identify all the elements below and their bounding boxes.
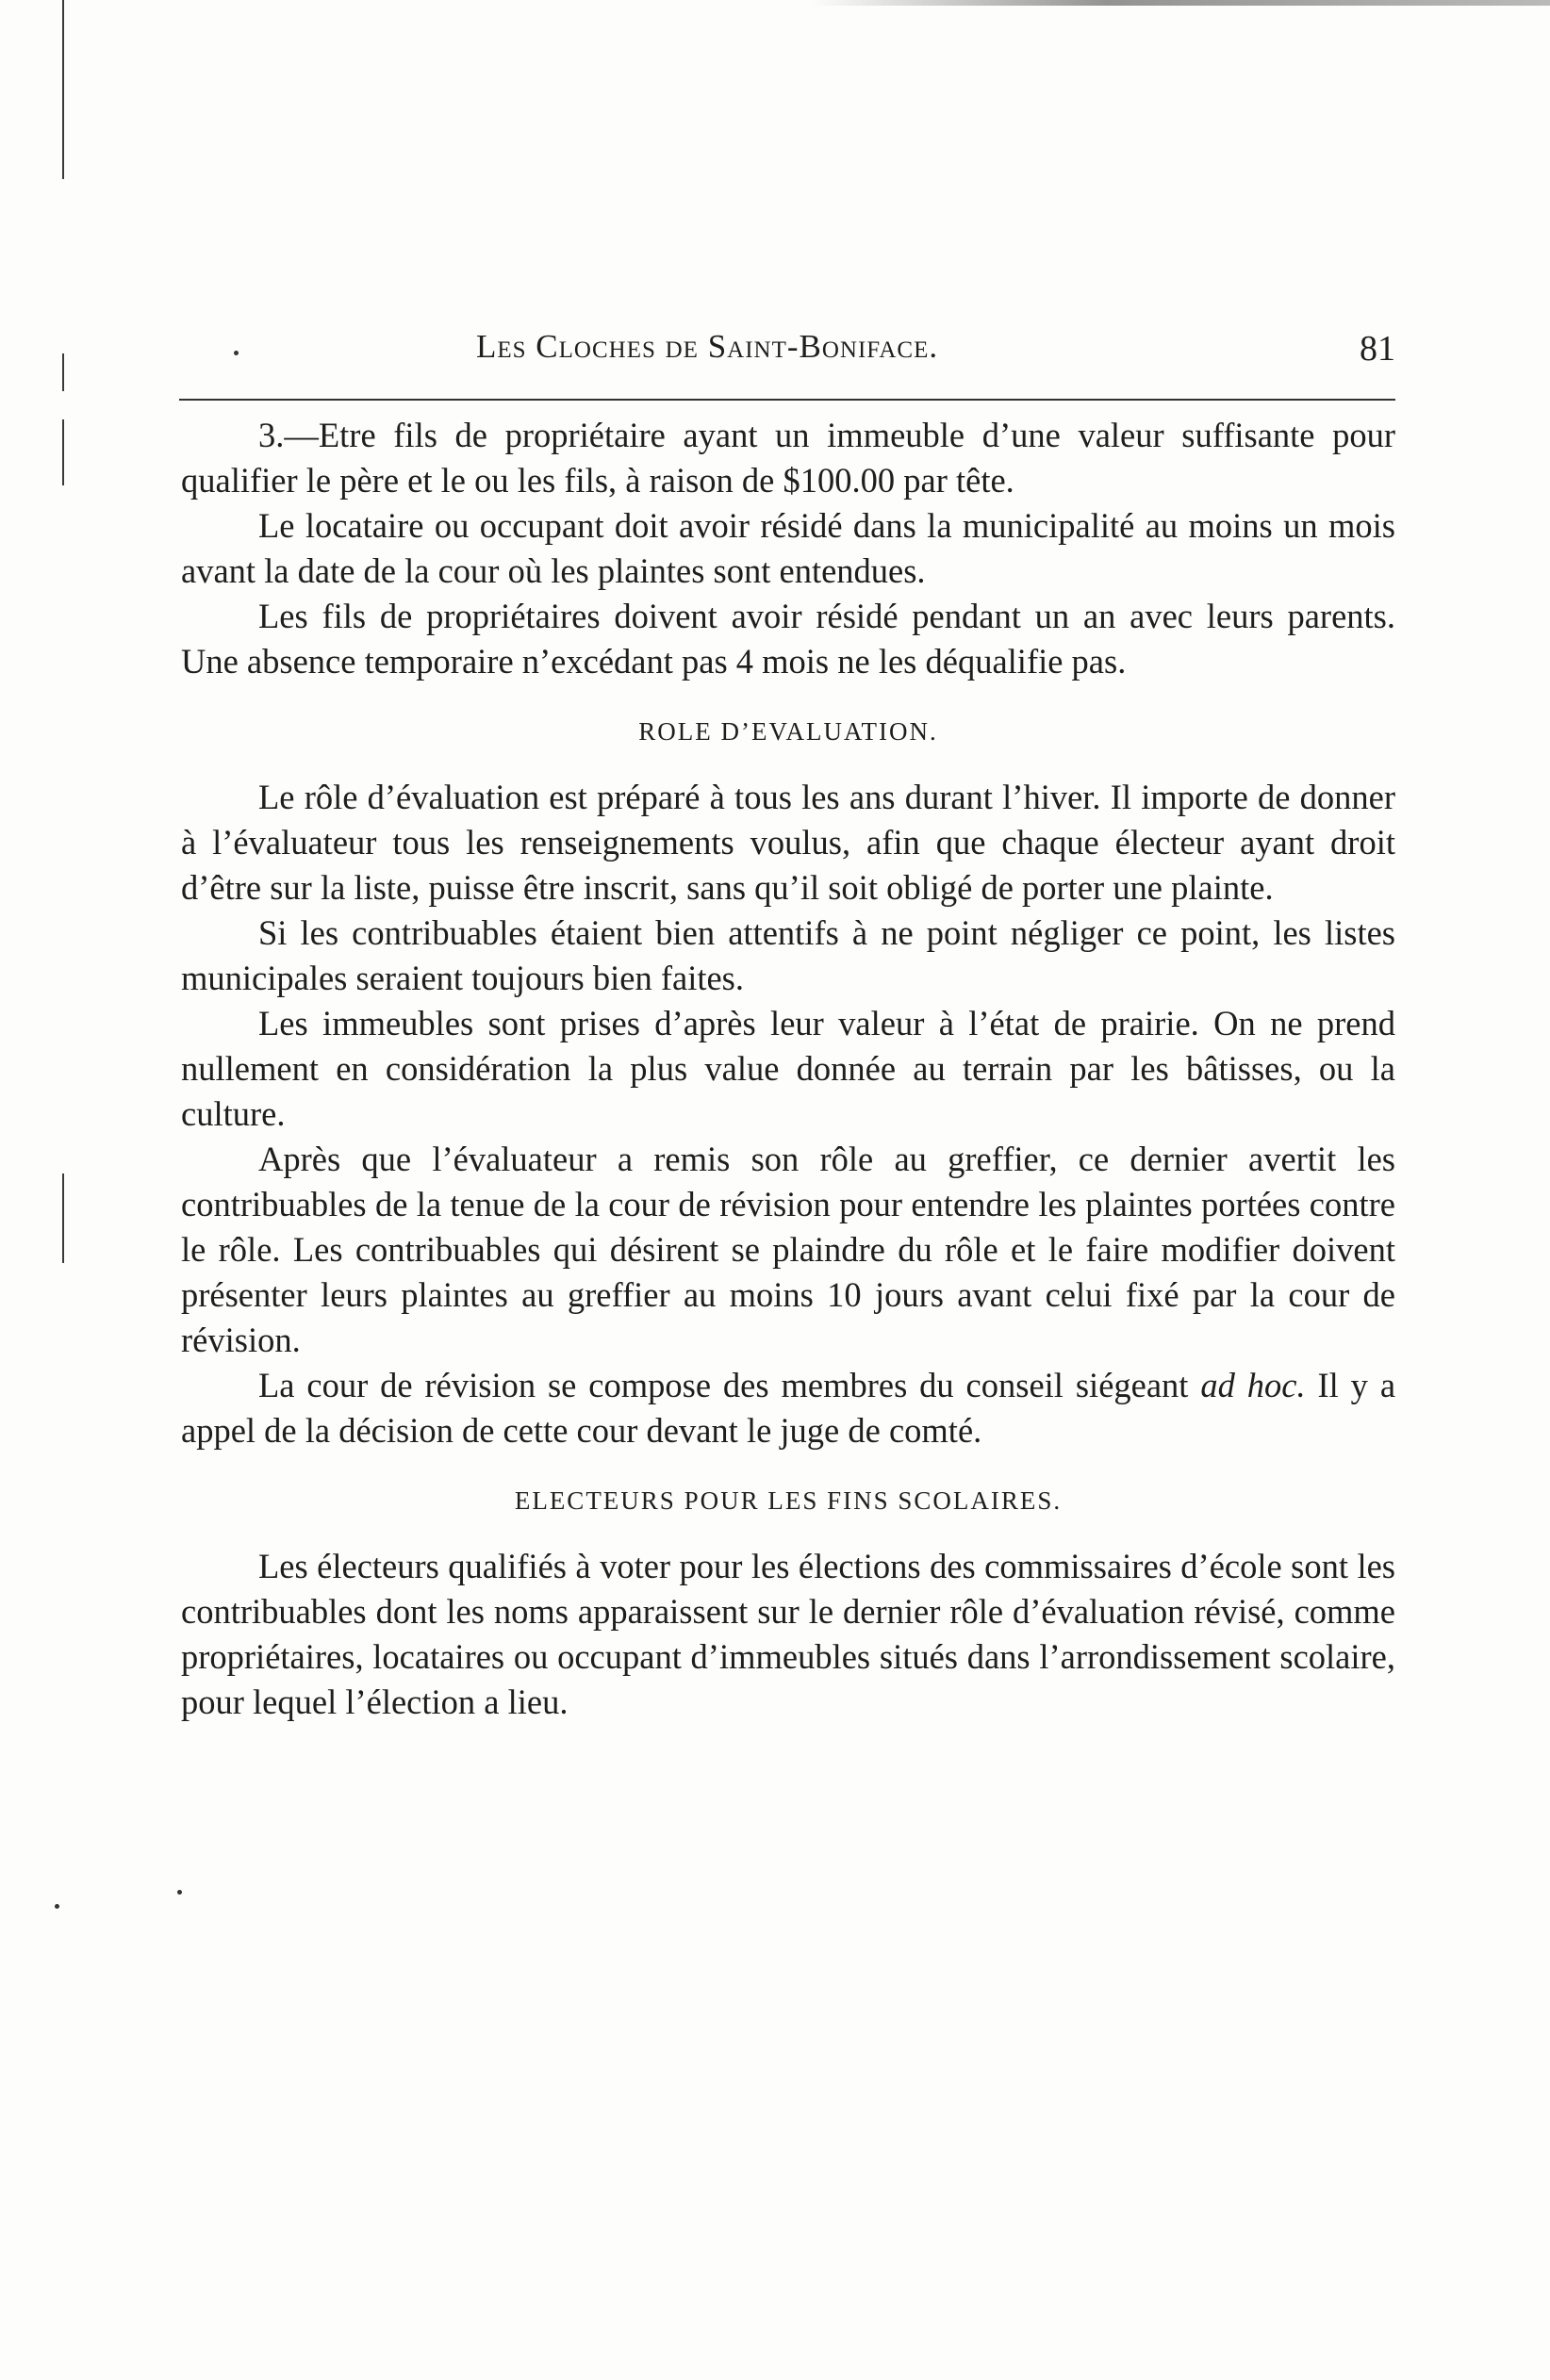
paragraph-greffier: Après que l’évaluateur a remis son rôle au greffier, ce dernier avertit les contribuables de la tenue de la cour de révision pour entendre les plaintes portées contre le rôle. Les contribuables qui désirent se plaindre du rôle et le faire modifier doivent présenter leurs plaintes au greffier au moins 10 jours avant celui fixé par la cour de révision. [181,1140,1395,1359]
cour-revision-text: La cour de révision se compose des membres du conseil siégeant [258,1366,1201,1404]
paragraph-cour-revision [181,1363,1395,1453]
section-heading-role: ROLE D’EVALUATION. [638,717,938,746]
section-heading-electeurs: ELECTEURS POUR LES FINS SCOLAIRES. [514,1486,1063,1515]
scan-left-mark [62,1174,64,1263]
scan-left-mark [62,419,64,485]
paragraph-contribuables: Si les contribuables étaient bien attentifs à ne point négliger ce point, les listes municipales seraient toujours bien faites. [181,913,1395,997]
scan-left-edge [62,0,64,179]
scan-speck [177,1890,182,1895]
page-number: 81 [1360,329,1395,369]
cour-revision-text-end: Il y a appel de la décision de cette cour devant le juge de comté. [181,1366,1396,1450]
paragraph-locataire: Le locataire ou occupant doit avoir résidé dans la municipalité au moins un mois avant la date de la cour où les plaintes sont entendues. [181,506,1395,590]
page-body [181,413,1395,1725]
running-title: Les Cloches de Saint-Boniface. [476,328,939,365]
scan-speck [55,1904,59,1909]
scan-top-edge [811,0,1550,6]
header-rule [179,399,1395,401]
paragraph-condition-3: 3.—Etre fils de propriétaire ayant un immeuble d’une valeur suffisante pour qualifier le père et le ou les fils, à raison de $100.00 par tête. [181,416,1395,500]
running-head [179,328,1395,385]
paragraph-fils: Les fils de propriétaires doivent avoir résidé pendant un an avec leurs parents. Une absence temporaire n’excédant pas 4 mois ne les déqualifie pas. [181,597,1395,681]
paragraph-role-evaluation: Le rôle d’évaluation est préparé à tous les ans durant l’hiver. Il importe de donner à l’évaluateur tous les renseignements voulus, afin que chaque électeur ayant droit d’être sur la liste, puisse être inscrit, sans qu’il soit obligé de porter une plainte. [181,778,1395,907]
scan-left-mark [62,353,64,391]
paragraph-electeurs-scolaires: Les électeurs qualifiés à voter pour les élections des commissaires d’école sont les contribuables dont les noms apparaissent sur le dernier rôle d’évaluation révisé, comme propriétaires, locataires ou occupant d’immeubles situés dans l’arrondissement scolaire, pour lequel l’élection a lieu. [181,1547,1395,1721]
paragraph-immeubles: Les immeubles sont prises d’après leur valeur à l’état de prairie. On ne prend nullement en considération la plus value donnée au terrain par les bâtisses, ou la culture. [181,1004,1395,1133]
ad-hoc-italic: ad hoc. [1200,1366,1306,1404]
